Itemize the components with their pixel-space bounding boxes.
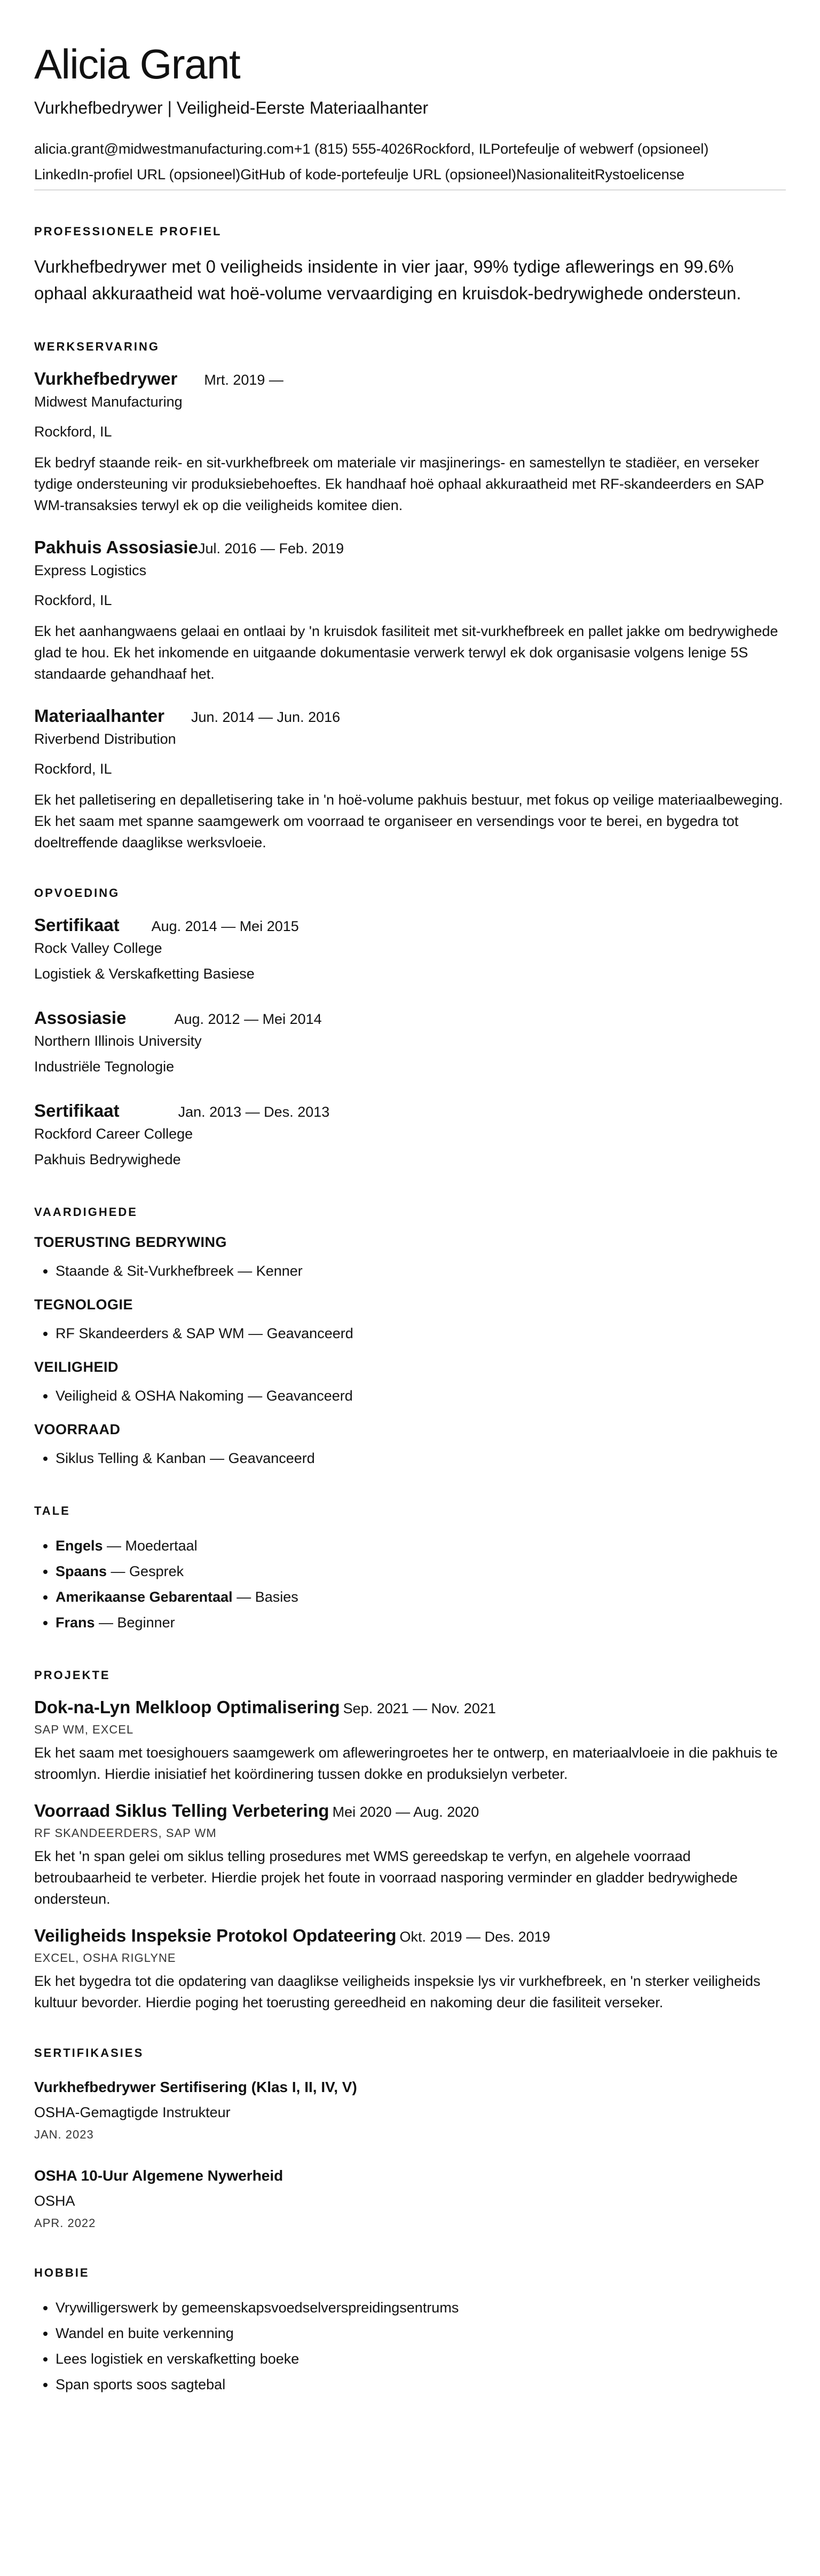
job-dates: Jun. 2014 — Jun. 2016 (191, 709, 341, 725)
project-dates: Sep. 2021 — Nov. 2021 (343, 1700, 496, 1716)
skill-item: • Veiligheid & OSHA Nakoming — Geavanceerd (56, 1383, 786, 1409)
education-field: Logistiek & Verskafketting Basiese (34, 965, 255, 982)
job-company: Express Logistics (34, 562, 147, 578)
skill-item: • RF Skandeerders & SAP WM — Geavanceerd (56, 1321, 786, 1346)
hobby-item: • Wandel en buite verkenning (56, 2320, 786, 2346)
hobby-item: • Vrywilligerswerk by gemeenskapsvoedselverspreidingsentrums (56, 2295, 786, 2320)
education-school: Northern Illinois University (34, 1032, 202, 1049)
project-description: Ek het 'n span gelei om siklus telling prosedures met WMS gereedskap te verfyn, en algehele voorraad betroubaarheid te verbeter. Hierdie projek het foute in voorraad nasporing verminder en gladder bedrywighede ondersteun. (34, 1848, 738, 1907)
candidate-name: Alicia Grant (34, 41, 240, 88)
job-entry (34, 537, 786, 685)
education-entry (34, 1008, 786, 1079)
project-tech: RF SKANDEERDERS, SAP WM (34, 1826, 217, 1840)
skill-item: • Siklus Telling & Kanban — Geavanceerd (56, 1445, 786, 1471)
language-name: Engels (56, 1537, 103, 1554)
job-description: Ek bedryf staande reik- en sit-vurkhefbreek om materiale vir masjinerings- en samestellyn te stadiëer, en verseker tydige ondersteuning vir produksiebehoeftes. Ek handhaaf hoë ophaal akkuraatheid met RF-skandeerders en SAP WM-transaksies terwyl ek op die veiligheids komitee dien. (34, 454, 764, 513)
job-role: Vurkhefbedrywer (34, 368, 178, 388)
language-item (56, 1533, 786, 1559)
job-company: Riverbend Distribution (34, 730, 176, 747)
job-description: Ek het aanhangwaens gelaai en ontlaai by 'n kruisdok fasiliteit met sit-vurkhefbreek en pallet jakke om bedrywighede glad te hou. Ek het inkomende en uitgaande dokumentasie verwerk terwyl ek dok organisasie volgens lenige 5S standaarde gehandhaaf het. (34, 623, 778, 682)
education-field: Pakhuis Bedrywighede (34, 1151, 181, 1167)
job-description: Ek het palletisering en depalletisering take in 'n hoë-volume pakhuis bestuur, met fokus op veilige materiaalbeweging. Ek het saam met spanne saamgewerk om voorraad te organiseer en versendings voor te berei, en bygedra tot doeltreffende daaglikse werksvloeie. (34, 791, 783, 850)
certification-entry (34, 2164, 786, 2233)
education-dates: Aug. 2014 — Mei 2015 (151, 918, 299, 934)
project-name: Dok-na-Lyn Melkloop Optimalisering (34, 1697, 340, 1717)
language-level: — Gesprek (107, 1563, 184, 1579)
certification-name: OSHA 10-Uur Algemene Nywerheid (34, 2167, 283, 2184)
section-title-languages: TALE (34, 1504, 70, 1517)
certification-issuer: OSHA-Gemagtigde Instrukteur (34, 2104, 231, 2120)
certification-issuer: OSHA (34, 2192, 75, 2209)
project-name: Voorraad Siklus Telling Verbetering (34, 1800, 329, 1820)
project-description: Ek het saam met toesighouers saamgewerk om afleweringroetes her te ontwerp, en materiaalvloeie in die pakhuis te stroomlyn. Hierdie inisiatief het koördinering tussen dokke en produksielyn verbeter. (34, 1744, 778, 1782)
header-divider (34, 189, 786, 190)
skill-group-title: VOORRAAD (34, 1421, 121, 1437)
education-degree: Assosiasie (34, 1007, 127, 1028)
project-entry (34, 1801, 786, 1910)
skill-group-title: VEILIGHEID (34, 1358, 119, 1375)
job-dates: Jul. 2016 — Feb. 2019 (198, 540, 344, 556)
profile-section (34, 225, 786, 307)
certification-date: APR. 2022 (34, 2216, 96, 2230)
section-title-hobbies: HOBBIE (34, 2265, 90, 2279)
job-location: Rockford, IL (34, 760, 112, 777)
skill-group-title: TEGNOLOGIE (34, 1296, 133, 1313)
skill-list (34, 1383, 786, 1409)
language-name: Spaans (56, 1563, 107, 1579)
job-role: Materiaalhanter (34, 705, 164, 726)
resume-header (34, 43, 786, 190)
education-dates: Aug. 2012 — Mei 2014 (174, 1011, 322, 1027)
language-name: Frans (56, 1614, 95, 1631)
language-item (56, 1610, 786, 1635)
hobby-item: • Lees logistiek en verskafketting boeke (56, 2346, 786, 2372)
section-title-education: OPVOEDING (34, 886, 120, 900)
education-entry (34, 915, 786, 987)
experience-section (34, 340, 786, 853)
project-description: Ek het bygedra tot die opdatering van daaglikse veiligheids inspeksie lys vir vurkhefbreek, en 'n sterker veiligheids kultuur bevorder. Hierdie poging het toerusting gereedheid en nakoming deur die fasiliteit verseker. (34, 1973, 761, 2010)
language-level: — Basies (232, 1588, 298, 1605)
skills-section (34, 1205, 786, 1471)
education-degree: Sertifikaat (34, 1100, 120, 1120)
language-name: Amerikaanse Gebarentaal (56, 1588, 233, 1605)
contact-line-1: alicia.grant@midwestmanufacturing.com+1 (815) 555-4026Rockford, ILPortefeulje of webwerf (opsioneel) (34, 140, 709, 157)
section-title-certifications: SERTIFIKASIES (34, 2046, 144, 2060)
job-location: Rockford, IL (34, 592, 112, 608)
education-field: Industriële Tegnologie (34, 1058, 175, 1075)
section-title-profile: PROFESSIONELE PROFIEL (34, 224, 222, 238)
language-level: — Beginner (94, 1614, 175, 1631)
hobbies-section (34, 2266, 786, 2397)
education-section (34, 886, 786, 1172)
project-tech: EXCEL, OSHA RIGLYNE (34, 1951, 176, 1965)
education-school: Rock Valley College (34, 940, 162, 956)
project-entry (34, 1697, 786, 1785)
section-title-projects: PROJEKTE (34, 1668, 111, 1682)
hobby-item: • Span sports soos sagtebal (56, 2372, 786, 2397)
education-entry (34, 1101, 786, 1172)
job-location: Rockford, IL (34, 423, 112, 440)
hobby-list (34, 2295, 786, 2397)
job-role: Pakhuis Assosiasie (34, 537, 198, 557)
skill-group-title: TOERUSTING BEDRYWING (34, 1234, 227, 1250)
languages-section (34, 1504, 786, 1635)
job-entry (34, 706, 786, 853)
education-degree: Sertifikaat (34, 915, 120, 935)
job-dates: Mrt. 2019 — (204, 371, 283, 388)
skill-list (34, 1445, 786, 1471)
job-entry (34, 369, 786, 516)
section-title-experience: WERKSERVARING (34, 339, 160, 353)
certifications-section (34, 2046, 786, 2233)
project-name: Veiligheids Inspeksie Protokol Opdateering (34, 1925, 397, 1945)
candidate-headline: Vurkhefbedrywer | Veiligheid-Eerste Materiaalhanter (34, 98, 429, 117)
language-list (34, 1533, 786, 1635)
certification-entry (34, 2075, 786, 2144)
job-company: Midwest Manufacturing (34, 393, 183, 410)
education-dates: Jan. 2013 — Des. 2013 (178, 1103, 330, 1120)
certification-name: Vurkhefbedrywer Sertifisering (Klas I, II, IV, V) (34, 2078, 357, 2095)
project-entry (34, 1926, 786, 2013)
skill-item: • Staande & Sit-Vurkhefbreek — Kenner (56, 1258, 786, 1284)
section-title-skills: VAARDIGHEDE (34, 1205, 138, 1219)
language-item (56, 1584, 786, 1610)
project-tech: SAP WM, EXCEL (34, 1722, 134, 1736)
certification-date: JAN. 2023 (34, 2127, 94, 2141)
education-school: Rockford Career College (34, 1125, 193, 1142)
language-item (56, 1559, 786, 1584)
project-dates: Mei 2020 — Aug. 2020 (332, 1803, 479, 1820)
profile-summary: Vurkhefbedrywer met 0 veiligheids insidente in vier jaar, 99% tydige aflewerings en 99.6% ophaal akkuraatheid wat hoë-volume vervaardiging en kruisdok-bedrywighede ondersteun. (34, 256, 742, 303)
skill-list (34, 1321, 786, 1346)
projects-section (34, 1668, 786, 2013)
skill-list (34, 1258, 786, 1284)
project-dates: Okt. 2019 — Des. 2019 (399, 1928, 550, 1945)
contact-line-2: LinkedIn-profiel URL (opsioneel)GitHub of kode-portefeulje URL (opsioneel)NasionaliteitRystoelicense (34, 166, 685, 182)
language-level: — Moedertaal (102, 1537, 198, 1554)
